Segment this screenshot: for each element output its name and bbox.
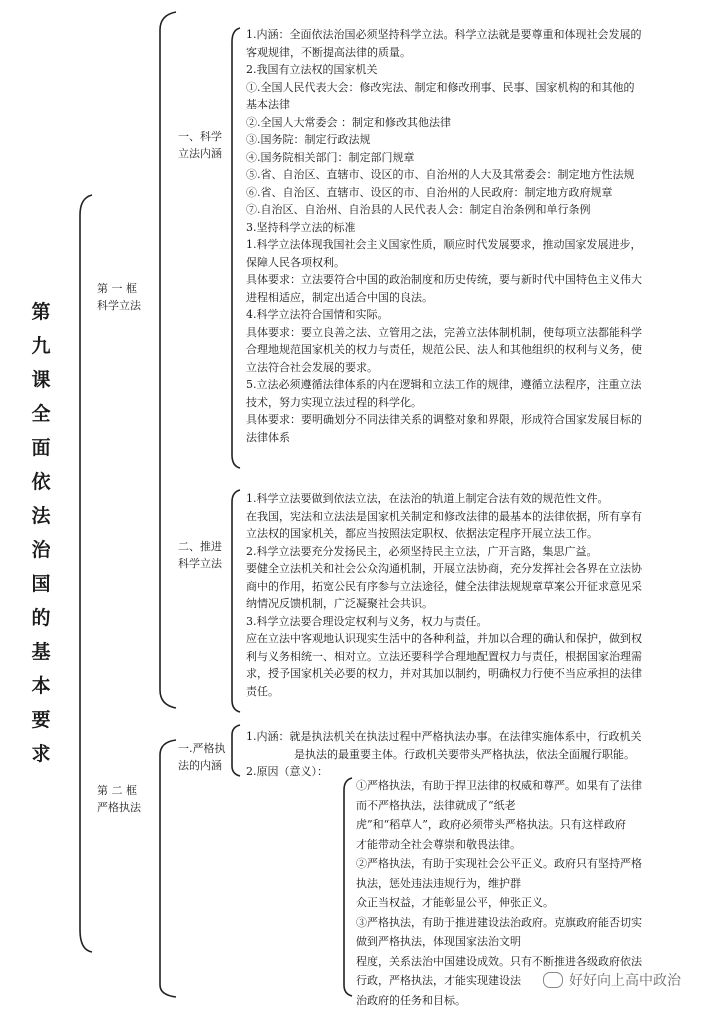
sec2-label xyxy=(178,538,222,572)
lesson-title xyxy=(28,295,54,771)
text-line: ④.国务院相关部门：制定部门规章 xyxy=(246,149,696,167)
text-line: 保障人民各项权利。 xyxy=(246,254,696,272)
sec2-content xyxy=(246,490,696,700)
title-char: 治 xyxy=(28,533,54,567)
text-line: 法律体系 xyxy=(246,429,696,447)
watermark-text: 好好向上高中政治 xyxy=(569,970,681,990)
frame2-line1: 第 二 框 xyxy=(97,782,141,799)
text-line: 1.内涵：就是执法机关在执法过程中严格执法办事。在法律实施体系中，行政机关 xyxy=(246,728,696,746)
sec3-line1: 一.严格执 xyxy=(178,740,226,757)
text-line: 纳情况反馈机制，广泛凝聚社会共识。 xyxy=(246,595,696,613)
text-line: 众正当权益，才能彰显公平，伸张正义。 xyxy=(356,893,696,913)
title-char: 法 xyxy=(28,499,54,533)
title-char: 的 xyxy=(28,601,54,635)
text-line: 虎”和“稻草人”，政府必须带头严格执法。只有这样政府 xyxy=(356,815,696,835)
reasons-brace xyxy=(344,778,352,996)
outer-bracket xyxy=(80,195,92,952)
text-line: 立法权的国家机关，都应当按照法定职权、依据法定程序开展立法工作。 xyxy=(246,525,696,543)
text-line: 应在立法中客观地认识现实生活中的各种利益，并加以合理的确认和保护，做到权 xyxy=(246,630,696,648)
text-line: 4.科学立法符合国情和实际。 xyxy=(246,306,696,324)
text-line: 在我国，宪法和立法法是国家机关制定和修改法律的最基本的法律依据，所有享有 xyxy=(246,508,696,526)
sec1-label xyxy=(178,128,222,162)
text-line: 治政府的任务和目标。 xyxy=(356,991,696,1010)
text-line: ⑤.省、自治区、直辖市、设区的市、自治州的人大及其常委会：制定地方性法规 xyxy=(246,166,696,184)
watermark xyxy=(543,970,681,990)
text-line: 立法符合社会发展的要求。 xyxy=(246,359,696,377)
sec1-line2: 立法内涵 xyxy=(178,145,222,162)
text-line: 要健全立法机关和社会公众沟通机制，开展立法协商，充分发挥社会各界在立法协 xyxy=(246,560,696,578)
frame2-bracket xyxy=(160,740,176,997)
frame2-line2: 严格执法 xyxy=(97,799,141,816)
frame1-line1: 第 一 框 xyxy=(97,280,141,297)
text-line: 才能带动全社会尊崇和敬畏法律。 xyxy=(356,835,696,855)
text-line: 2.科学立法要充分发扬民主，必须坚持民主立法，广开言路，集思广益。 xyxy=(246,543,696,561)
text-line: 技术，努力实现立法过程的科学化。 xyxy=(246,394,696,412)
text-line: 1.内涵：全面依法治国必须坚持科学立法。科学立法就是要尊重和体现社会发展的 xyxy=(246,26,696,44)
text-line: 做到严格执法，体现国家法治文明 xyxy=(356,932,696,952)
text-line: 2.原因（意义）： xyxy=(246,763,696,781)
text-line: 具体要求：立法要符合中国的政治制度和历史传统，要与新时代中国特色主义伟大 xyxy=(246,271,696,289)
text-line: 利与义务相统一、相对立。立法还要科学合理地配置权力与责任，根据国家治理需 xyxy=(246,648,696,666)
text-line: 合理地规范国家机关的权力与责任，规范公民、法人和其他组织的权利与义务，使 xyxy=(246,341,696,359)
text-line: 进程相适应，制定出适合中国的良法。 xyxy=(246,289,696,307)
text-line: ③.国务院：制定行政法规 xyxy=(246,131,696,149)
text-line: ⑦.自治区、自治州、自治县的人民代表人会：制定自治条例和单行条例 xyxy=(246,201,696,219)
text-line: 执法，惩处违法违规行为，维护群 xyxy=(356,874,696,894)
sec1-line1: 一、科学 xyxy=(178,128,222,145)
text-line: 具体要求：要立良善之法、立管用之法，完善立法体制机制，使每项立法都能科学 xyxy=(246,324,696,342)
text-line: 3.科学立法要合理设定权利与义务，权力与责任。 xyxy=(246,613,696,631)
title-char: 第 xyxy=(28,295,54,329)
text-line: 1.科学立法要做到依法立法，在法治的轨道上制定合法有效的规范性文件。 xyxy=(246,490,696,508)
text-line: 是执法的最重要主体。行政机关要带头严格执法，依法全面履行职能。 xyxy=(246,746,696,764)
frame1-label xyxy=(97,280,141,314)
text-line: 求，授予国家机关必要的权力，并对其加以制约，明确权力行使不当应承担的法律 xyxy=(246,665,696,683)
text-line: 客观规律，不断提高法律的质量。 xyxy=(246,44,696,62)
text-line: ②严格执法，有助于实现社会公平正义。政府只有坚持严格 xyxy=(356,854,696,874)
title-char: 国 xyxy=(28,567,54,601)
title-char: 九 xyxy=(28,329,54,363)
text-line: ②.全国人大常委会 ：制定和修改其他法律 xyxy=(246,114,696,132)
text-line: ①严格执法，有助于捍卫法律的权威和尊严。如果有了法律 xyxy=(356,776,696,796)
sec1-bracket xyxy=(232,28,240,468)
title-char: 依 xyxy=(28,465,54,499)
text-line: 2.我国有立法权的国家机关 xyxy=(246,61,696,79)
wechat-icon xyxy=(543,972,563,988)
title-char: 面 xyxy=(28,431,54,465)
frame2-label xyxy=(97,782,141,816)
title-char: 课 xyxy=(28,363,54,397)
text-line: 5.立法必须遵循法律体系的内在逻辑和立法工作的规律，遵循立法程序，注重立法 xyxy=(246,376,696,394)
title-char: 全 xyxy=(28,397,54,431)
text-line: ③严格执法，有助于推进建设法治政府。克旗政府能否切实 xyxy=(356,913,696,933)
sec2-bracket xyxy=(232,490,240,712)
sec3-bracket xyxy=(232,725,240,776)
sec3-content xyxy=(246,728,696,781)
text-line: 商中的作用，拓宽公民有序参与立法途径，健全法律法规规章草案公开征求意见采 xyxy=(246,578,696,596)
text-line: 而不严格执法，法律就成了“纸老 xyxy=(356,796,696,816)
text-line: 基本法律 xyxy=(246,96,696,114)
frame1-line2: 科学立法 xyxy=(97,297,141,314)
text-line: 1.科学立法体现我国社会主义国家性质，顺应时代发展要求，推动国家发展进步， xyxy=(246,236,696,254)
title-char: 本 xyxy=(28,669,54,703)
sec3-line2: 法的内涵 xyxy=(178,757,226,774)
sec3-label xyxy=(178,740,226,774)
text-line: 行政，严格执法，才能实现建设法 xyxy=(356,971,696,991)
text-line: 责任。 xyxy=(246,683,696,701)
title-char: 要 xyxy=(28,703,54,737)
frame1-bracket xyxy=(160,12,176,708)
text-line: ①.全国人民代表大会：修改宪法、制定和修改刑事、民事、国家机构的和其他的 xyxy=(246,79,696,97)
text-line: ⑥.省、自治区、直辖市、设区的市、自治州的人民政府：制定地方政府规章 xyxy=(246,184,696,202)
sec2-line1: 二、推进 xyxy=(178,538,222,555)
text-line: 程度，关系法治中国建设成效。只有不断推进各级政府依法 xyxy=(356,952,696,972)
title-char: 求 xyxy=(28,737,54,771)
text-line: 3.坚持科学立法的标准 xyxy=(246,219,696,237)
sec2-line2: 科学立法 xyxy=(178,555,222,572)
sec1-content xyxy=(246,26,696,446)
text-line: 具体要求：要明确划分不同法律关系的调整对象和界限，形成符合国家发展目标的 xyxy=(246,411,696,429)
title-char: 基 xyxy=(28,635,54,669)
